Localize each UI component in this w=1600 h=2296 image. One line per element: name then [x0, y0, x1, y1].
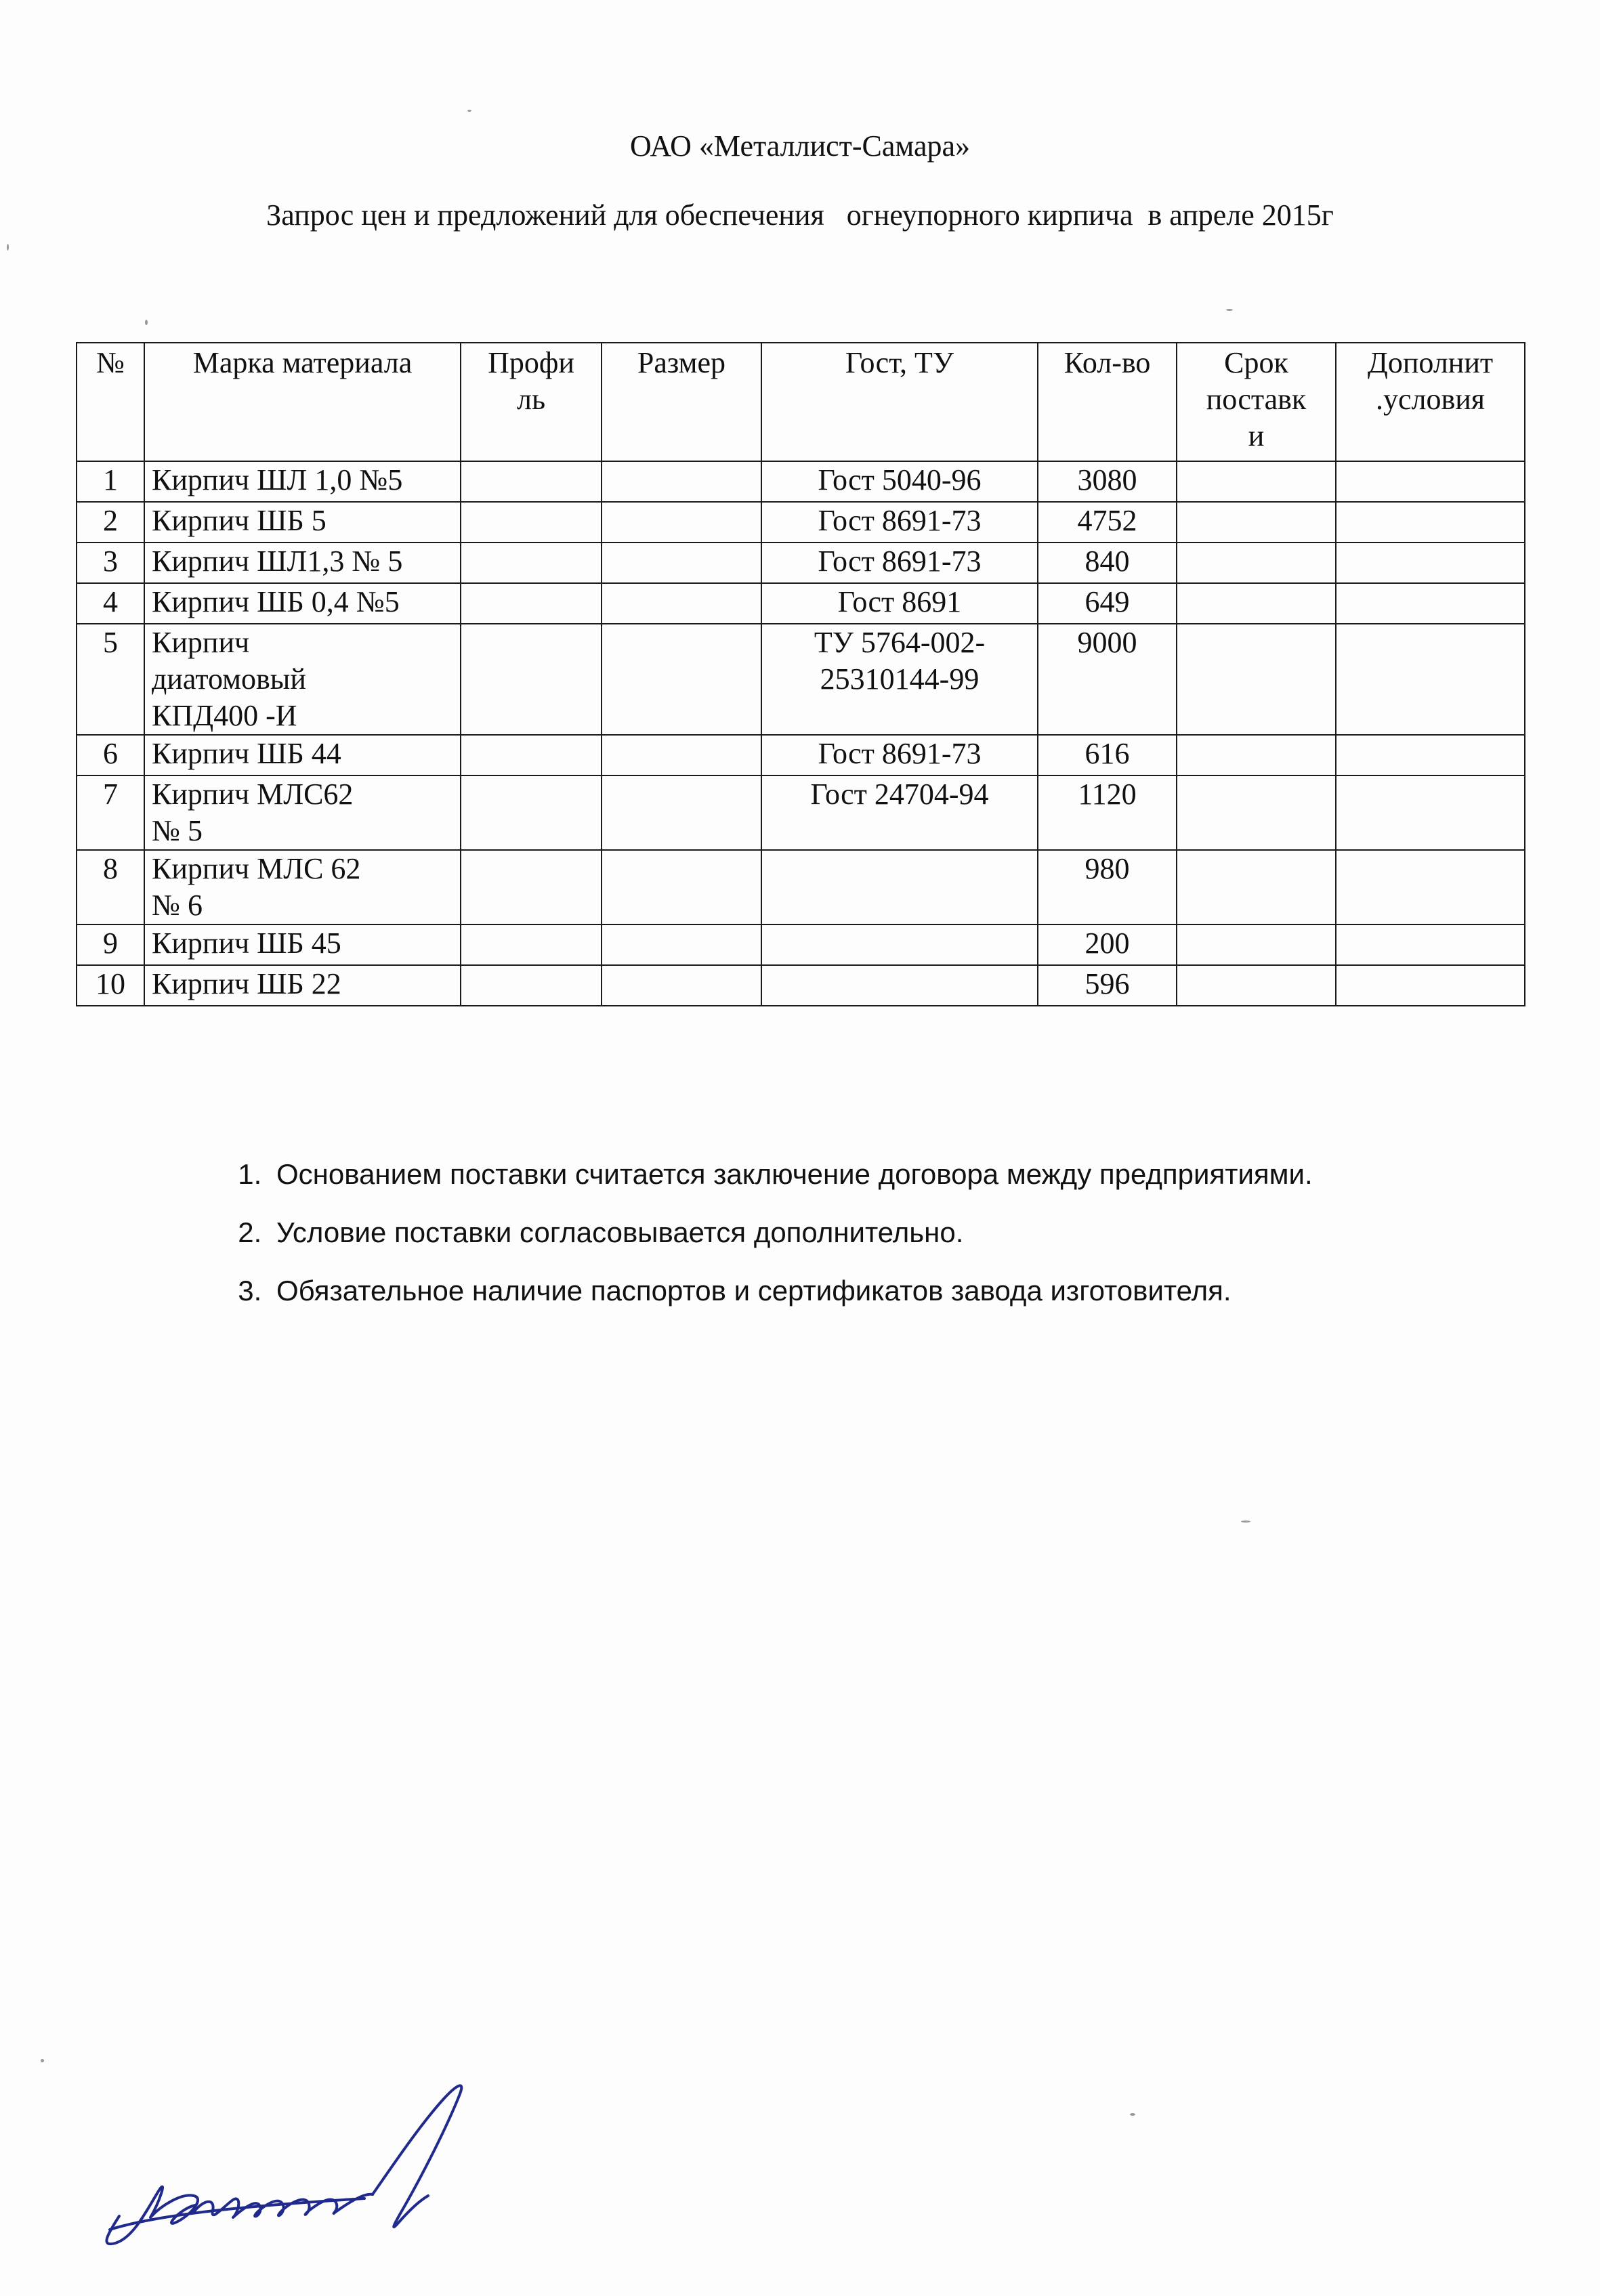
cell-delivery-term [1177, 850, 1336, 924]
cell-gost: ТУ 5764-002- 25310144-99 [761, 624, 1038, 735]
cell-material: Кирпич ШБ 44 [144, 735, 461, 775]
cell-number: 3 [77, 543, 144, 583]
cell-delivery-term [1177, 543, 1336, 583]
col-header-gost: Гост, ТУ [761, 343, 1038, 461]
cell-profile [461, 965, 602, 1006]
cell-size [602, 543, 761, 583]
table-row [77, 543, 1525, 583]
cell-quantity: 649 [1038, 583, 1177, 624]
cell-delivery-term [1177, 924, 1336, 965]
scan-speck [41, 2059, 44, 2062]
cell-size [602, 850, 761, 924]
cell-number: 8 [77, 850, 144, 924]
col-header-extra-conditions: Дополнит .условия [1336, 343, 1525, 461]
cell-delivery-term [1177, 502, 1336, 543]
cell-material: Кирпич ШЛ 1,0 №5 [144, 461, 461, 502]
cell-size [602, 735, 761, 775]
cell-quantity: 616 [1038, 735, 1177, 775]
conditions-list [215, 1157, 1557, 1332]
cell-profile [461, 924, 602, 965]
cell-delivery-term [1177, 775, 1336, 850]
materials-table [76, 342, 1525, 1006]
cell-gost: Гост 24704-94 [761, 775, 1038, 850]
cell-size [602, 583, 761, 624]
cell-number: 6 [77, 735, 144, 775]
table-row [77, 583, 1525, 624]
cell-gost: Гост 8691 [761, 583, 1038, 624]
table-row [77, 735, 1525, 775]
cell-extra-conditions [1336, 543, 1525, 583]
cell-profile [461, 624, 602, 735]
cell-gost [761, 965, 1038, 1006]
cell-material: Кирпич диатомовый КПД400 -И [144, 624, 461, 735]
cell-number: 10 [77, 965, 144, 1006]
cell-quantity: 200 [1038, 924, 1177, 965]
cell-profile [461, 543, 602, 583]
cell-size [602, 924, 761, 965]
cell-size [602, 965, 761, 1006]
cell-profile [461, 583, 602, 624]
col-header-quantity: Кол-во [1038, 343, 1177, 461]
condition-item: 1. Основанием поставки считается заключение договора между предприятиями. [270, 1157, 1557, 1192]
cell-quantity: 9000 [1038, 624, 1177, 735]
scan-speck [145, 320, 148, 325]
handwritten-signature [80, 2072, 500, 2255]
cell-extra-conditions [1336, 735, 1525, 775]
table-row [77, 502, 1525, 543]
cell-extra-conditions [1336, 502, 1525, 543]
cell-material: Кирпич ШБ 45 [144, 924, 461, 965]
cell-number: 9 [77, 924, 144, 965]
scan-speck [7, 244, 9, 251]
cell-material: Кирпич ШБ 0,4 №5 [144, 583, 461, 624]
document-subtitle: Запрос цен и предложений для обеспечения огнеупорного кирпича в апреле 2015г [266, 198, 1334, 232]
cell-extra-conditions [1336, 624, 1525, 735]
cell-quantity: 840 [1038, 543, 1177, 583]
cell-size [602, 461, 761, 502]
cell-profile [461, 735, 602, 775]
cell-material: Кирпич МЛС62 № 5 [144, 775, 461, 850]
col-header-profile: Профи ль [461, 343, 602, 461]
cell-extra-conditions [1336, 461, 1525, 502]
cell-gost [761, 924, 1038, 965]
cell-material: Кирпич ШБ 22 [144, 965, 461, 1006]
cell-number: 1 [77, 461, 144, 502]
cell-material: Кирпич ШЛ1,3 № 5 [144, 543, 461, 583]
cell-profile [461, 850, 602, 924]
cell-delivery-term [1177, 461, 1336, 502]
cell-number: 5 [77, 624, 144, 735]
cell-extra-conditions [1336, 775, 1525, 850]
cell-quantity: 1120 [1038, 775, 1177, 850]
cell-gost [761, 850, 1038, 924]
col-header-material: Марка материала [144, 343, 461, 461]
cell-quantity: 596 [1038, 965, 1177, 1006]
table-row [77, 775, 1525, 850]
col-header-number: № [77, 343, 144, 461]
cell-material: Кирпич МЛС 62 № 6 [144, 850, 461, 924]
cell-extra-conditions [1336, 850, 1525, 924]
organization-title: ОАО «Металлист-Самара» [629, 129, 971, 163]
cell-extra-conditions [1336, 965, 1525, 1006]
condition-item: 3. Обязательное наличие паспортов и сертификатов завода изготовителя. [270, 1273, 1557, 1309]
cell-size [602, 624, 761, 735]
cell-quantity: 3080 [1038, 461, 1177, 502]
cell-delivery-term [1177, 583, 1336, 624]
cell-gost: Гост 5040-96 [761, 461, 1038, 502]
scan-speck [1241, 1521, 1250, 1523]
cell-extra-conditions [1336, 924, 1525, 965]
cell-quantity: 4752 [1038, 502, 1177, 543]
table-body [77, 461, 1525, 1006]
cell-gost: Гост 8691-73 [761, 735, 1038, 775]
scan-speck [1130, 2113, 1135, 2116]
cell-number: 4 [77, 583, 144, 624]
table-row [77, 924, 1525, 965]
col-header-delivery-term: Срок поставк и [1177, 343, 1336, 461]
cell-number: 7 [77, 775, 144, 850]
table-row [77, 461, 1525, 502]
cell-material: Кирпич ШБ 5 [144, 502, 461, 543]
cell-gost: Гост 8691-73 [761, 543, 1038, 583]
cell-delivery-term [1177, 624, 1336, 735]
col-header-size: Размер [602, 343, 761, 461]
cell-number: 2 [77, 502, 144, 543]
cell-size [602, 502, 761, 543]
cell-profile [461, 502, 602, 543]
cell-delivery-term [1177, 735, 1336, 775]
scan-speck [467, 110, 471, 112]
table-row [77, 624, 1525, 735]
cell-profile [461, 775, 602, 850]
table-header-row [77, 343, 1525, 461]
table-row [77, 965, 1525, 1006]
cell-profile [461, 461, 602, 502]
scan-speck [1226, 309, 1233, 311]
cell-quantity: 980 [1038, 850, 1177, 924]
cell-extra-conditions [1336, 583, 1525, 624]
cell-gost: Гост 8691-73 [761, 502, 1038, 543]
cell-delivery-term [1177, 965, 1336, 1006]
table-row [77, 850, 1525, 924]
cell-size [602, 775, 761, 850]
condition-item: 2. Условие поставки согласовывается дополнительно. [270, 1215, 1557, 1250]
